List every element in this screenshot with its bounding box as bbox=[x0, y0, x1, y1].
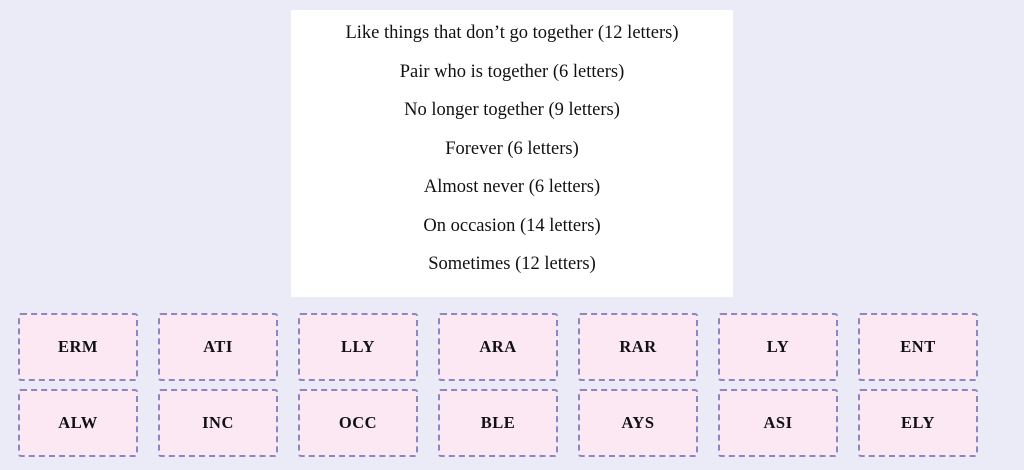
letter-tile[interactable]: ATI bbox=[158, 313, 278, 381]
letter-tile[interactable]: ALW bbox=[18, 389, 138, 457]
letter-tile[interactable]: ELY bbox=[858, 389, 978, 457]
letter-tile[interactable]: ERM bbox=[18, 313, 138, 381]
clue-item: Forever (6 letters) bbox=[445, 138, 579, 159]
clue-item: No longer together (9 letters) bbox=[404, 100, 620, 120]
clue-item: Pair who is together (6 letters) bbox=[399, 61, 625, 82]
letter-tile[interactable]: ARA bbox=[438, 313, 558, 381]
letter-tile[interactable]: RAR bbox=[578, 313, 698, 381]
letter-tile[interactable]: INC bbox=[158, 389, 278, 457]
clue-item: Almost never (6 letters) bbox=[423, 177, 601, 197]
letter-tile[interactable]: BLE bbox=[438, 389, 558, 457]
clue-item: Sometimes (12 letters) bbox=[428, 254, 596, 274]
clue-item: On occasion (14 letters) bbox=[423, 215, 601, 236]
letter-tile[interactable]: ENT bbox=[858, 313, 978, 381]
letter-tile[interactable]: OCC bbox=[298, 389, 418, 457]
tile-row bbox=[0, 389, 1024, 457]
letter-tile[interactable]: LLY bbox=[298, 313, 418, 381]
tile-grid bbox=[0, 313, 1024, 465]
tile-row bbox=[0, 313, 1024, 381]
letter-tile[interactable]: AYS bbox=[578, 389, 698, 457]
letter-tile[interactable]: LY bbox=[718, 313, 838, 381]
clue-panel bbox=[291, 10, 733, 297]
clue-item: Like things that don’t go together (12 letters) bbox=[345, 23, 679, 43]
letter-tile[interactable]: ASI bbox=[718, 389, 838, 457]
